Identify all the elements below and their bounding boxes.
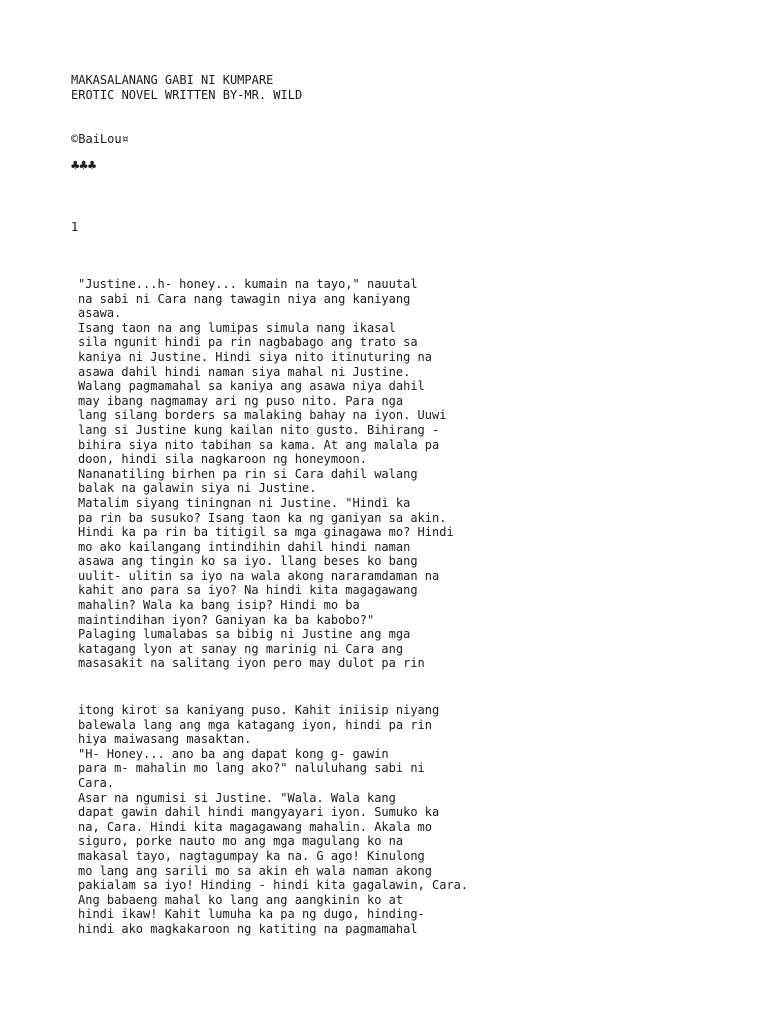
text-line: dapat gawin dahil hindi mangyayari iyon. Sumuko ka — [78, 805, 440, 820]
text-line: uulit- ulitin sa iyo na wala akong nararamdaman na — [78, 568, 440, 583]
text-line: na sabi ni Cara nang tawagin niya ang kaniyang — [78, 291, 411, 306]
text-line: Nananatiling birhen pa rin si Cara dahil walang — [78, 466, 418, 481]
text-line: bihira siya nito tabihan sa kama. At ang malala pa — [78, 437, 440, 452]
text-line: Walang pagmamahal sa kaniya ang asawa niya dahil — [78, 379, 425, 394]
text-line: maintindihan iyon? Ganiyan ka ba kabobo?" — [78, 612, 375, 627]
text-line: sila ngunit hindi pa rin nagbabago ang trato sa — [78, 335, 418, 350]
text-line: kaniya ni Justine. Hindi siya nito itinuturing na — [78, 349, 433, 364]
text-line: pakialam sa iyo! Hinding - hindi kita gagalawin, Cara. — [78, 878, 469, 893]
section-ornament: ♣♣♣ — [71, 158, 97, 174]
text-line: masasakit na salitang iyon pero may dulot pa rin — [78, 656, 425, 671]
text-line: Asar na ngumisi si Justine. "Wala. Wala kang — [78, 790, 396, 805]
text-line: "Justine...h- honey... kumain na tayo," nauutal — [78, 277, 418, 291]
text-line: lang silang borders sa malaking bahay na iyon. Uuwi — [78, 408, 447, 423]
text-line: asawa dahil hindi naman siya mahal ni Justine. — [78, 364, 411, 379]
text-line: doon, hindi sila nagkaroon ng honeymoon. — [78, 452, 367, 467]
copyright-notice: ©BaiLou¤ — [71, 132, 129, 146]
text-line: Hindi ka pa rin ba titigil sa mga ginagawa mo? Hindi — [78, 525, 454, 540]
text-line: balak na galawin siya ni Justine. — [78, 481, 317, 496]
text-line: na, Cara. Hindi kita magagawang mahalin. Akala mo — [78, 819, 433, 834]
text-line: asawa ang tingin ko sa iyo. llang beses ko bang — [78, 554, 418, 569]
text-line: Palaging lumalabas sa bibig ni Justine ang mga — [78, 627, 411, 642]
document-header — [71, 73, 302, 102]
text-block-1 — [78, 277, 454, 671]
text-line: mo ako kailangang intindihin dahil hindi naman — [78, 539, 411, 554]
text-line: asawa. — [78, 306, 122, 321]
text-line: Cara. — [78, 775, 115, 790]
text-line: Isang taon na ang lumipas simula nang ikasal — [78, 320, 396, 335]
novel-title: MAKASALANANG GABI NI KUMPARE — [71, 73, 274, 87]
text-line: itong kirot sa kaniyang puso. Kahit iniisip niyang — [78, 703, 440, 717]
text-line: katagang lyon at sanay ng marinig ni Cara ang — [78, 641, 404, 656]
text-line: hiya maiwasang masaktan. — [78, 732, 252, 747]
text-line: lang si Justine kung kailan nito gusto. Bihirang - — [78, 422, 440, 437]
text-line: mo lang ang sarili mo sa akin eh wala naman akong — [78, 863, 433, 878]
text-line: kahit ano para sa iyo? Na hindi kita magagawang — [78, 583, 418, 598]
text-line: Ang babaeng mahal ko lang ang aangkinin ko at — [78, 892, 404, 907]
text-line: hindi ako magkakaroon ng katiting na pagmamahal — [78, 921, 418, 936]
text-line: may ibang nagmamay ari ng puso nito. Para nga — [78, 393, 404, 408]
text-line: "H- Honey... ano ba ang dapat kong g- gawin — [78, 746, 389, 761]
text-line: makasal tayo, nagtagumpay ka na. G ago! Kinulong — [78, 848, 425, 863]
text-line: siguro, porke nauto mo ang mga magulang ko na — [78, 834, 404, 849]
text-line: para m- mahalin mo lang ako?" naluluhang sabi ni — [78, 761, 425, 776]
novel-subtitle: EROTIC NOVEL WRITTEN BY-MR. WILD — [71, 87, 303, 102]
text-line: mahalin? Wala ka bang isip? Hindi mo ba — [78, 598, 360, 613]
text-line: pa rin ba susuko? Isang taon ka ng ganiyan sa akin. — [78, 510, 447, 525]
text-block-2 — [78, 703, 468, 937]
text-line: balewala lang ang mga katagang iyon, hindi pa rin — [78, 717, 433, 732]
text-line: hindi ikaw! Kahit lumuha ka pa ng dugo, hinding- — [78, 907, 425, 922]
text-line: Matalim siyang tiningnan ni Justine. "Hindi ka — [78, 495, 411, 510]
chapter-number: 1 — [71, 220, 79, 234]
